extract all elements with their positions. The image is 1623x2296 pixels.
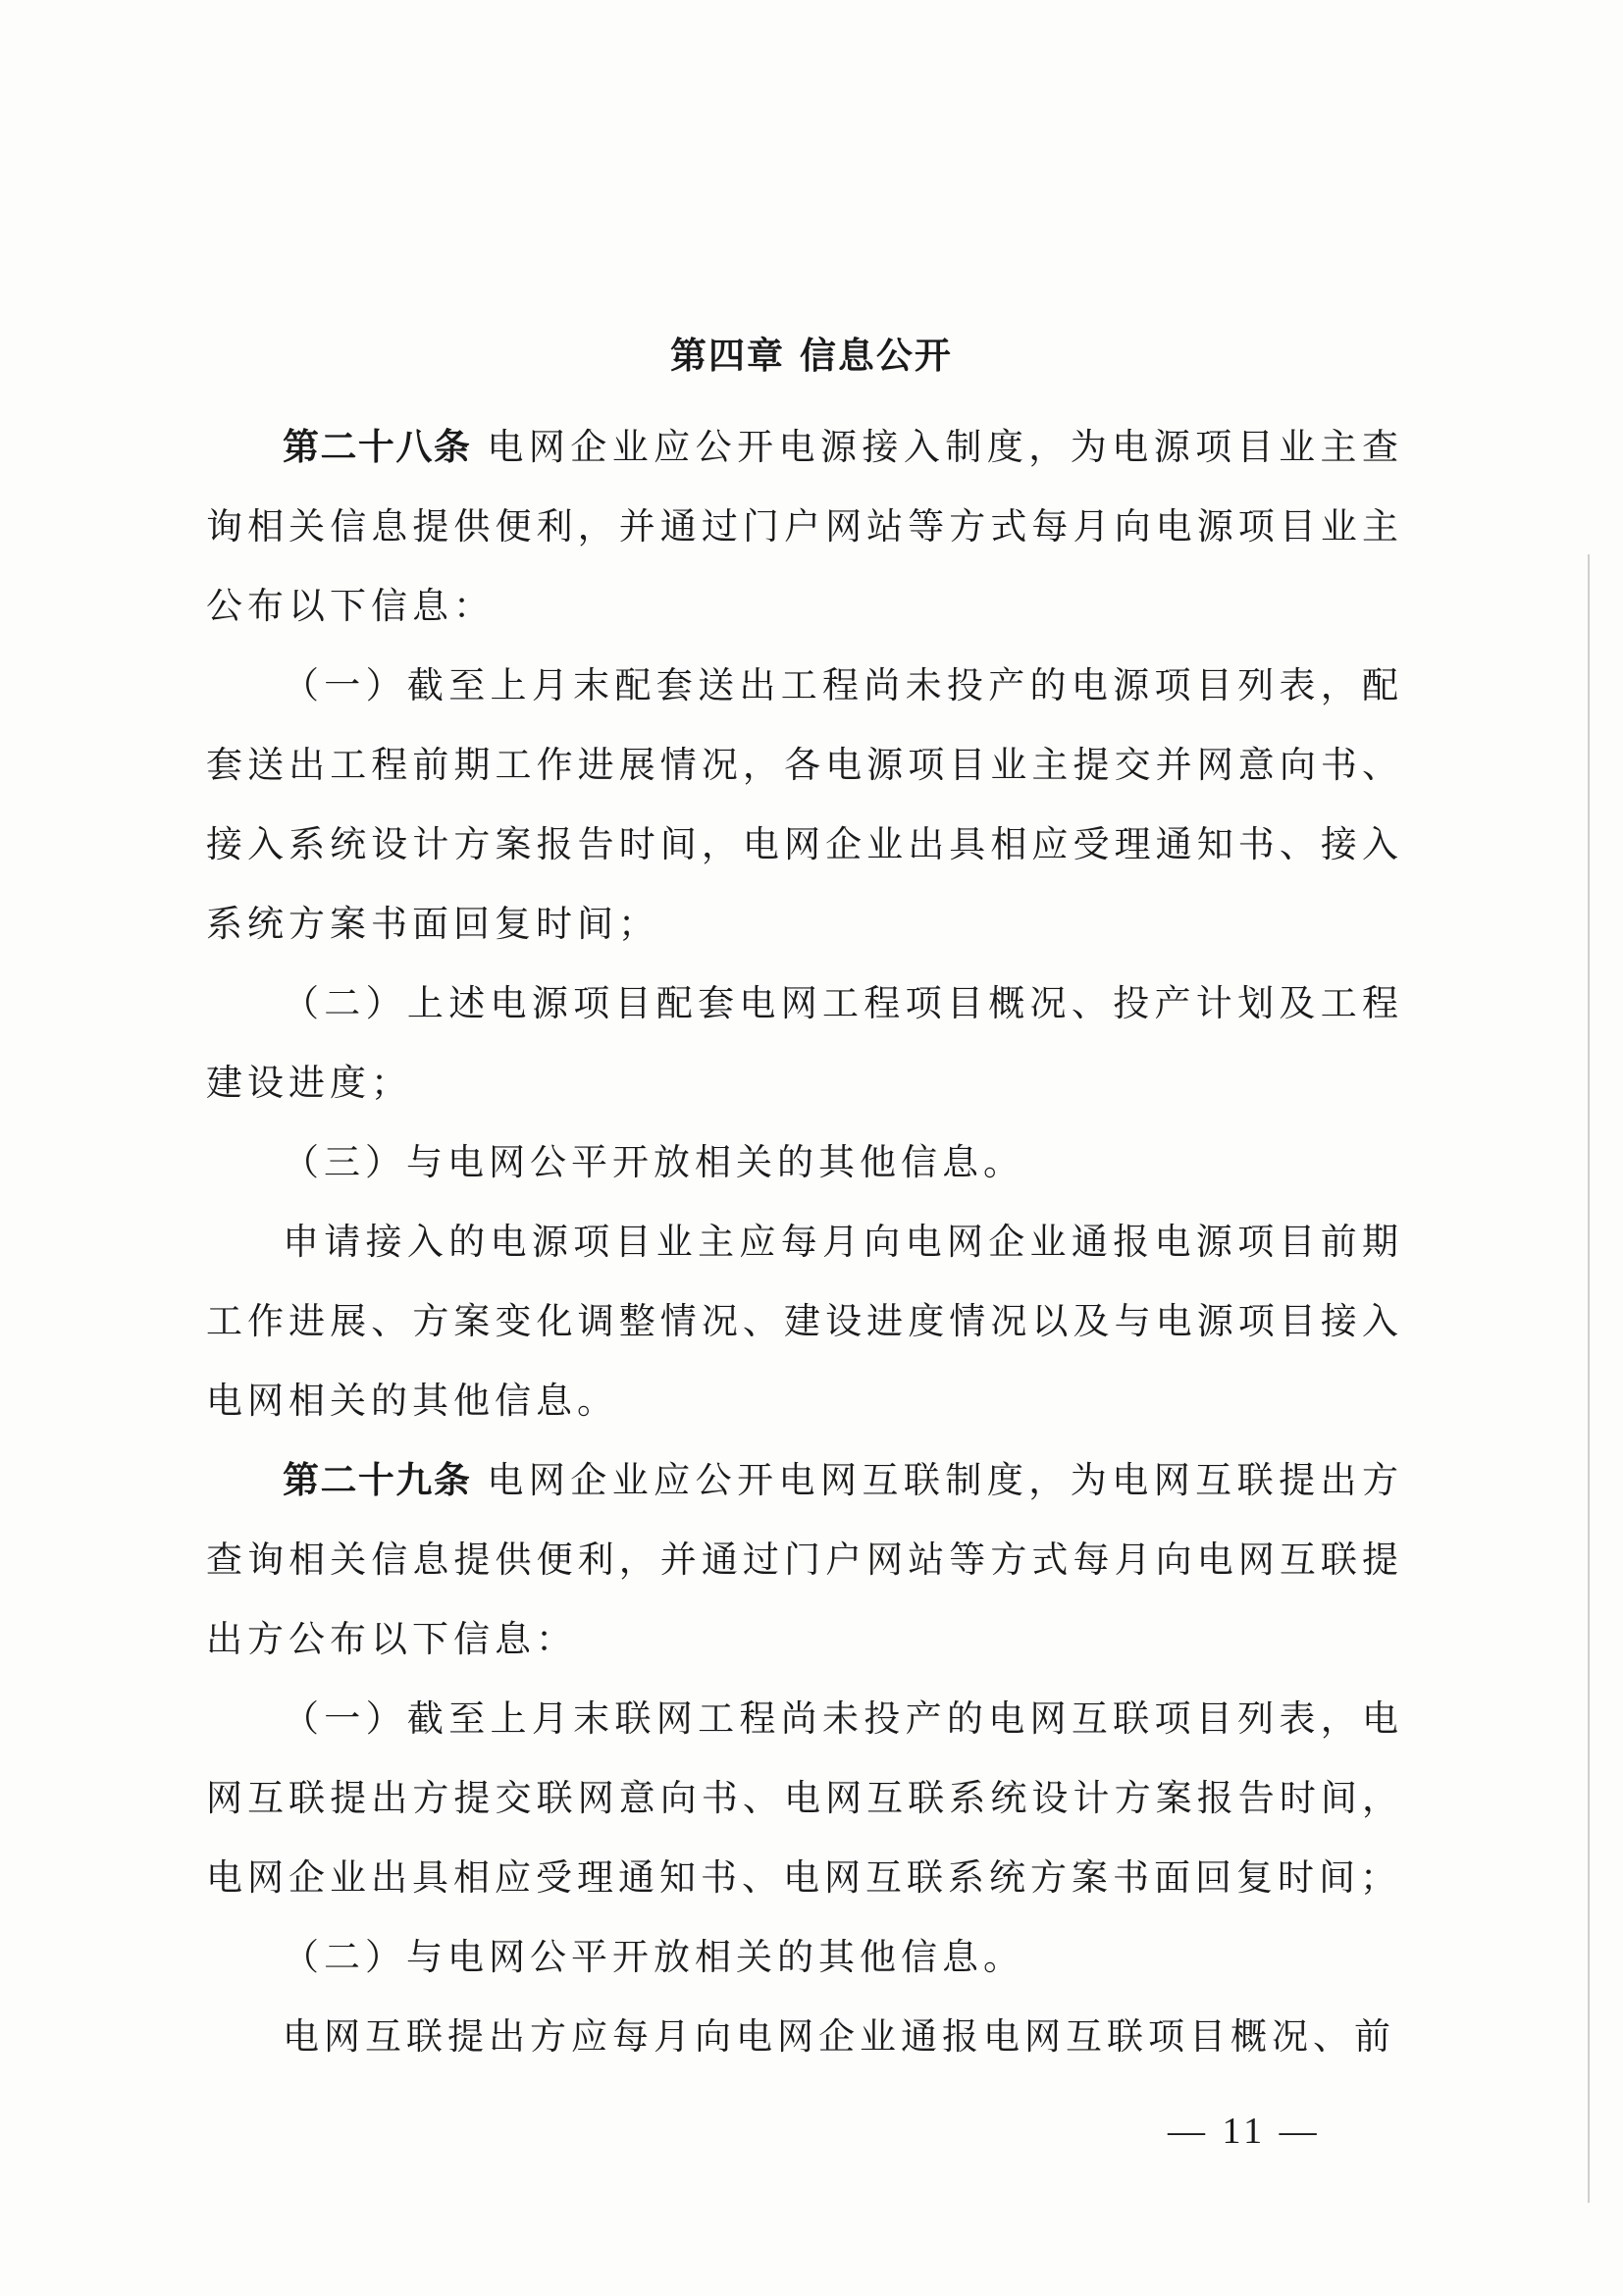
- article-28-item-2: （二）上述电源项目配套电网工程项目概况、投产计划及工程建设进度；: [206, 982, 1403, 1104]
- article-28-paragraph: [206, 407, 1403, 646]
- article-28-text: 电网企业应公开电源接入制度，为电源项目业主查询相关信息提供便利，并通过门户网站等方式每月向电源项目业主公布以下信息：: [206, 426, 1404, 627]
- article-29-number: 第二十九条: [283, 1459, 472, 1501]
- article-28-item-1: （一）截至上月末配套送出工程尚未投产的电源项目列表，配套送出工程前期工作进展情况，各电源项目业主提交并网意向书、接入系统设计方案报告时间，电网企业出具相应受理通知书、接入系统方案书面回复时间；: [206, 664, 1403, 945]
- article-29-item-2: （二）与电网公平开放相关的其他信息。: [283, 1936, 1024, 1978]
- document-body: [206, 407, 1403, 2076]
- article-29-paragraph: [206, 1440, 1403, 1679]
- article-29-text: 电网企业应公开电网互联制度，为电网互联提出方查询相关信息提供便利，并通过门户网站等方式每月向电网互联提出方公布以下信息：: [206, 1459, 1404, 1660]
- article-29-closing-paragraph: 电网互联提出方应每月向电网企业通报电网互联项目概况、前: [283, 2015, 1395, 2058]
- page-number: — 11 —: [1168, 2111, 1321, 2152]
- scan-edge-line: [1588, 554, 1590, 2203]
- article-28-item-3: （三）与电网公平开放相关的其他信息。: [283, 1141, 1024, 1183]
- chapter-title: 第四章 信息公开: [670, 335, 953, 377]
- article-28-closing-paragraph: 申请接入的电源项目业主应每月向电网企业通报电源项目前期工作进展、方案变化调整情况、建设进度情况以及与电源项目接入电网相关的其他信息。: [206, 1221, 1403, 1422]
- article-28-number: 第二十八条: [283, 426, 472, 468]
- article-29-item-1: （一）截至上月末联网工程尚未投产的电网互联项目列表，电网互联提出方提交联网意向书、电网互联系统设计方案报告时间，电网企业出具相应受理通知书、电网互联系统方案书面回复时间；: [206, 1697, 1403, 1899]
